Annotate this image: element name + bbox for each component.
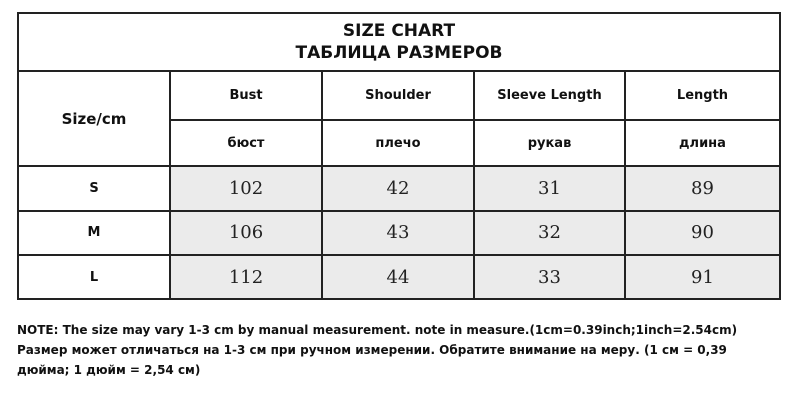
sleeve-length-value: 31: [474, 166, 625, 211]
column-header-sleeve-length-ru: рукав: [474, 120, 625, 166]
length-value: 89: [625, 166, 779, 211]
length-value: 91: [625, 255, 779, 298]
note-english: NOTE: The size may vary 1-3 cm by manual measurement. note in measure.(1cm=0.39inch;1inch=2.54cm): [17, 323, 738, 337]
table-row: [19, 211, 779, 256]
size-chart-title: [19, 14, 779, 72]
column-header-length-ru: длина: [625, 120, 779, 166]
shoulder-value: 43: [322, 211, 474, 256]
size-column-header: Size/cm: [19, 72, 170, 166]
bust-value: 102: [170, 166, 322, 211]
column-header-length: Length: [625, 72, 779, 120]
measurement-note: [17, 320, 792, 380]
column-header-shoulder: Shoulder: [322, 72, 474, 120]
bust-value: 106: [170, 211, 322, 256]
table-row: [19, 166, 779, 211]
shoulder-value: 42: [322, 166, 474, 211]
note-russian-line2: дюйма; 1 дюйм = 2,54 см): [17, 363, 201, 377]
sleeve-length-value: 33: [474, 255, 625, 298]
size-table: [19, 72, 779, 298]
column-header-bust-ru: бюст: [170, 120, 322, 166]
column-header-sleeve-length: Sleeve Length: [474, 72, 625, 120]
shoulder-value: 44: [322, 255, 474, 298]
title-english: SIZE CHART: [342, 21, 456, 41]
size-chart: [17, 12, 781, 300]
column-header-bust: Bust: [170, 72, 322, 120]
length-value: 90: [625, 211, 779, 256]
note-russian-line1: Размер может отличаться на 1-3 см при ручном измерении. Обратите внимание на меру. (1 см = 0,39: [17, 343, 727, 357]
column-header-shoulder-ru: плечо: [322, 120, 474, 166]
size-label: L: [19, 255, 170, 298]
bust-value: 112: [170, 255, 322, 298]
title-russian: ТАБЛИЦА РАЗМЕРОВ: [295, 43, 503, 63]
sleeve-length-value: 32: [474, 211, 625, 256]
size-label: M: [19, 211, 170, 256]
size-label: S: [19, 166, 170, 211]
table-row: [19, 255, 779, 298]
header-row-english: [19, 72, 779, 120]
